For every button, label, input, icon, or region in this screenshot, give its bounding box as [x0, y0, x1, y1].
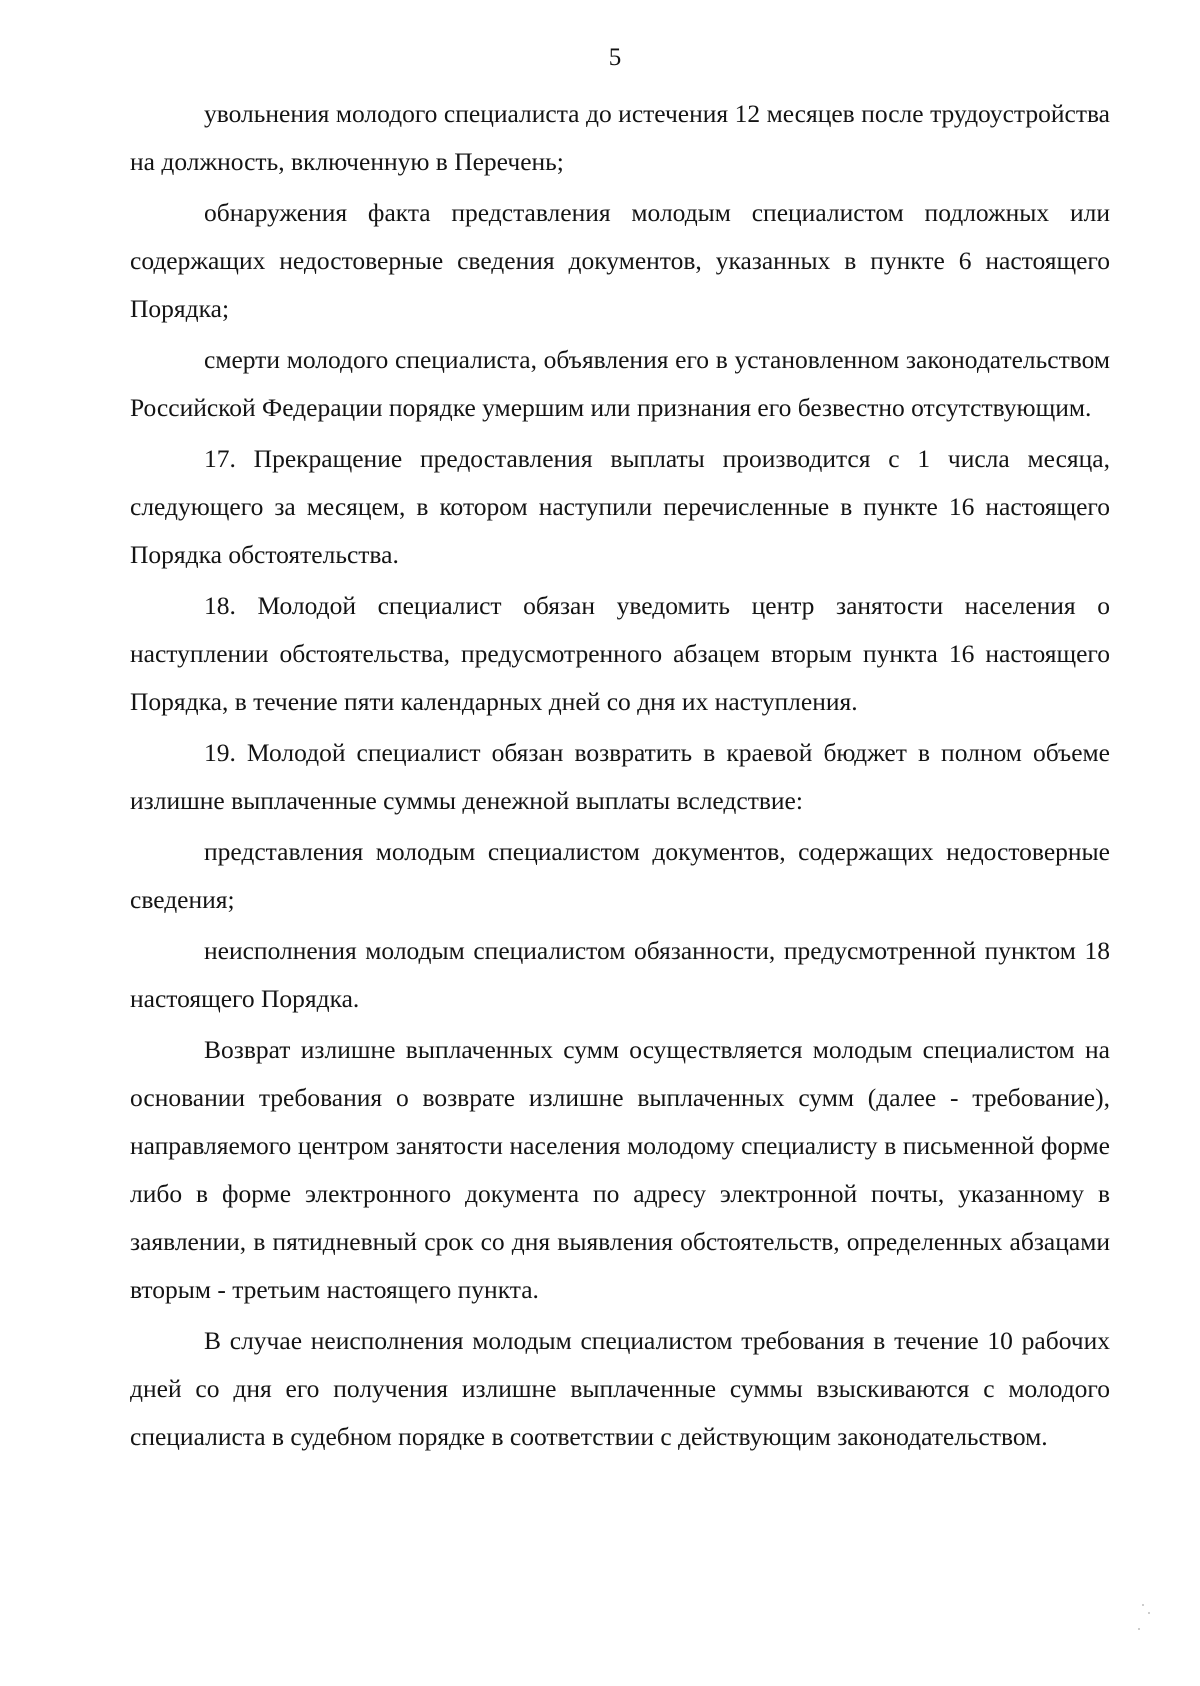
- paragraph-non-fulfillment: неисполнения молодым специалистом обязанности, предусмотренной пунктом 18 настоящего Порядка.: [130, 936, 1110, 1013]
- paragraph-clause-17: 17. Прекращение предоставления выплаты производится с 1 числа месяца, следующего за месяцем, в котором наступили перечисленные в пункте 16 настоящего Порядка обстоятельства.: [130, 444, 1110, 569]
- scan-speck: [1148, 1612, 1150, 1614]
- paragraph-clause-19: 19. Молодой специалист обязан возвратить в краевой бюджет в полном объеме излишне выплаченные суммы денежной выплаты вследствие:: [130, 738, 1110, 815]
- document-body: [130, 90, 1110, 1461]
- paragraph-clause-18: 18. Молодой специалист обязан уведомить центр занятости населения о наступлении обстоятельства, предусмотренного абзацем вторым пункта 16 настоящего Порядка, в течение пяти календарных дней со дня их наступления.: [130, 591, 1110, 716]
- paragraph-death: смерти молодого специалиста, объявления его в установленном законодательством Российской Федерации порядке умершим или признания его безвестно отсутствующим.: [130, 345, 1110, 422]
- paragraph-refund-procedure: Возврат излишне выплаченных сумм осуществляется молодым специалистом на основании требования о возврате излишне выплаченных сумм (далее - требование), направляемого центром занятости населения молодому специалисту в письменной форме либо в форме электронного документа по адресу электронной почты, указанному в заявлении, в пятидневный срок со дня выявления обстоятельств, определенных абзацами вторым - третьим настоящего пункта.: [130, 1035, 1110, 1304]
- scan-speck: [1138, 1628, 1140, 1630]
- scan-speck: [1142, 1604, 1144, 1606]
- page-number: 5: [608, 44, 622, 71]
- paragraph-dismissal: увольнения молодого специалиста до истечения 12 месяцев после трудоустройства на должность, включенную в Перечень;: [130, 99, 1110, 176]
- paragraph-false-documents: обнаружения факта представления молодым специалистом подложных или содержащих недостоверные сведения документов, указанных в пункте 6 настоящего Порядка;: [130, 198, 1110, 323]
- paragraph-court-recovery: В случае неисполнения молодым специалистом требования в течение 10 рабочих дней со дня его получения излишне выплаченные суммы взыскиваются с молодого специалиста в судебном порядке в соответствии с действующим законодательством.: [130, 1326, 1110, 1451]
- paragraph-false-info: представления молодым специалистом документов, содержащих недостоверные сведения;: [130, 837, 1110, 914]
